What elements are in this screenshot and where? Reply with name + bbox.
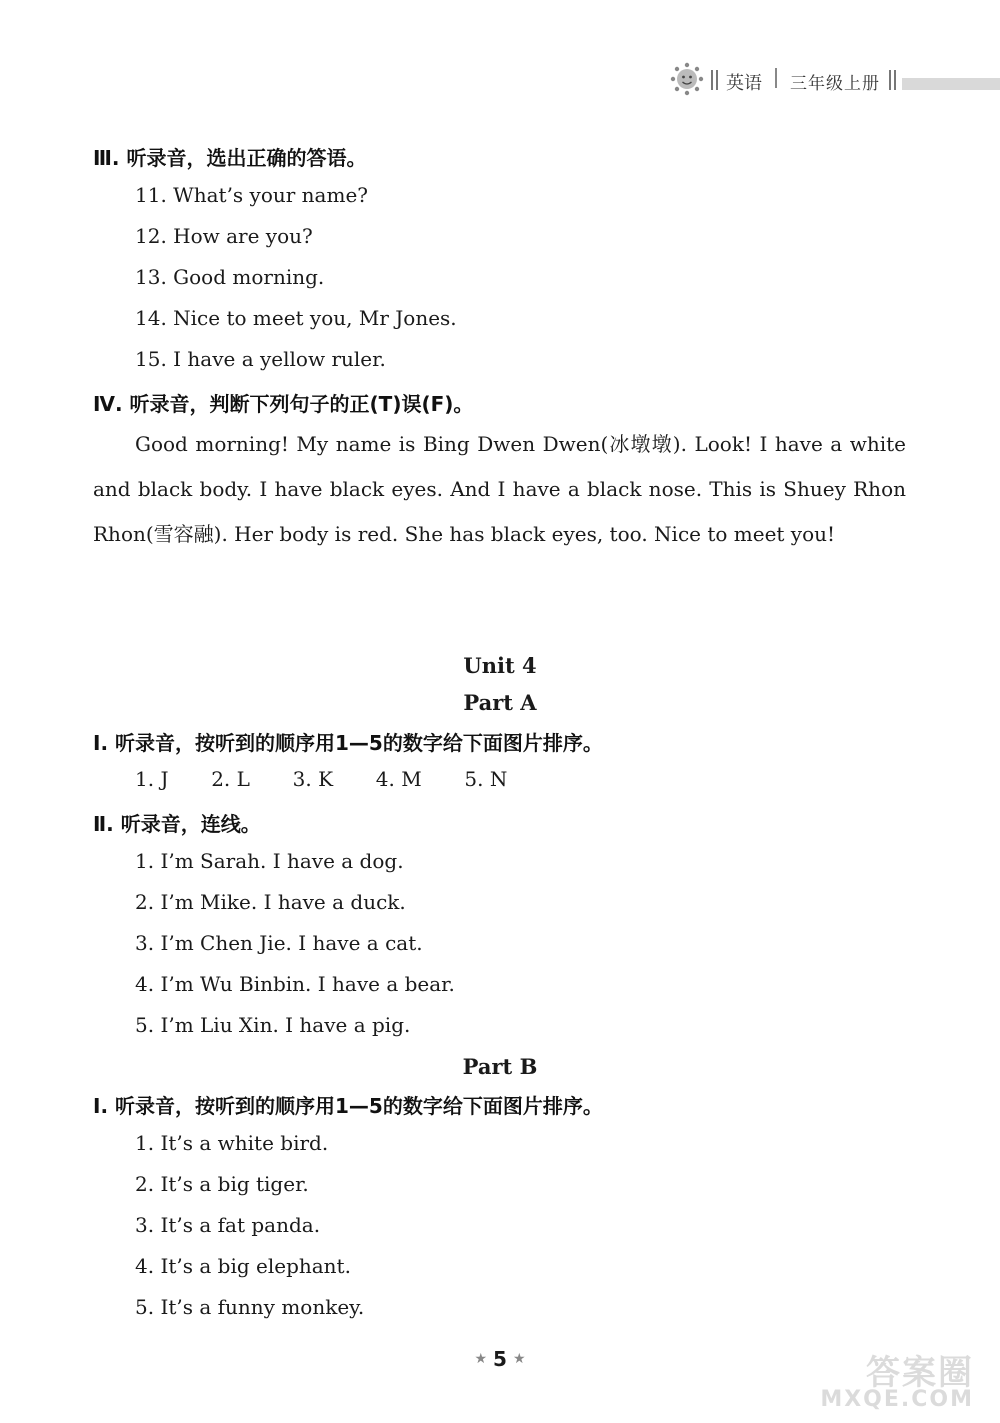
double-bar-icon — [888, 70, 898, 90]
list-item: 3. I’m Chen Jie. I have a cat. — [135, 931, 423, 955]
page-header — [670, 62, 1000, 102]
double-bar-icon — [710, 70, 720, 90]
section-3-heading: Ⅲ. 听录音，选出正确的答语。 — [93, 146, 367, 170]
grade-label: 三年级上册 — [790, 74, 880, 94]
list-item: 2. It’s a big tiger. — [135, 1172, 309, 1196]
star-icon: ★ — [474, 1351, 488, 1367]
subject-label: 英语 — [726, 73, 762, 94]
answer-item: 4. M — [375, 767, 422, 791]
answer-row — [135, 767, 507, 791]
list-item: 1. It’s a white bird. — [135, 1131, 329, 1155]
watermark-bottom-text: MXQE.COM — [820, 1387, 974, 1412]
section-4-heading: Ⅳ. 听录音，判断下列句子的正(T)误(F)。 — [93, 392, 474, 416]
answer-item: 2. L — [211, 767, 250, 791]
star-icon: ★ — [512, 1351, 526, 1367]
listening-passage: Good morning! My name is Bing Dwen Dwen(冰墩墩). Look! I have a white and black body. I have black eyes. And I have a black nose. This is Shuey Rhon Rhon(雪容融). Her body is red. She has black eyes, too. Nice to meet you! — [93, 432, 906, 546]
part-b-title: Part B — [462, 1054, 538, 1079]
answer-item: 1. J — [135, 767, 169, 791]
answer-item: 5. N — [464, 767, 508, 791]
header-strip — [902, 78, 1000, 90]
list-item: 14. Nice to meet you, Mr Jones. — [135, 306, 457, 330]
list-item: 3. It’s a fat panda. — [135, 1213, 321, 1237]
part-b-q1-heading: Ⅰ. 听录音，按听到的顺序用1—5的数字给下面图片排序。 — [93, 1094, 603, 1118]
watermark-top-text: 答案圈 — [866, 1353, 974, 1393]
list-item: 15. I have a yellow ruler. — [135, 347, 386, 371]
list-item: 4. It’s a big elephant. — [135, 1254, 351, 1278]
watermark-logo — [792, 1345, 982, 1415]
list-item: 2. I’m Mike. I have a duck. — [135, 890, 406, 914]
list-item: 1. I’m Sarah. I have a dog. — [135, 849, 404, 873]
list-item: 4. I’m Wu Binbin. I have a bear. — [135, 972, 455, 996]
list-item: 5. I’m Liu Xin. I have a pig. — [135, 1013, 411, 1037]
answer-item: 3. K — [292, 767, 334, 791]
page-number-value: 5 — [493, 1347, 507, 1371]
header-divider — [775, 68, 777, 88]
sun-logo-icon — [670, 62, 704, 96]
list-item: 13. Good morning. — [135, 265, 325, 289]
part-a-title: Part A — [463, 690, 537, 715]
part-a-q2-heading: Ⅱ. 听录音，连线。 — [93, 812, 261, 836]
unit-title: Unit 4 — [463, 653, 537, 678]
list-item: 12. How are you? — [135, 224, 313, 248]
list-item: 11. What’s your name? — [135, 183, 369, 207]
part-a-q1-heading: Ⅰ. 听录音，按听到的顺序用1—5的数字给下面图片排序。 — [93, 731, 603, 755]
list-item: 5. It’s a funny monkey. — [135, 1295, 365, 1319]
